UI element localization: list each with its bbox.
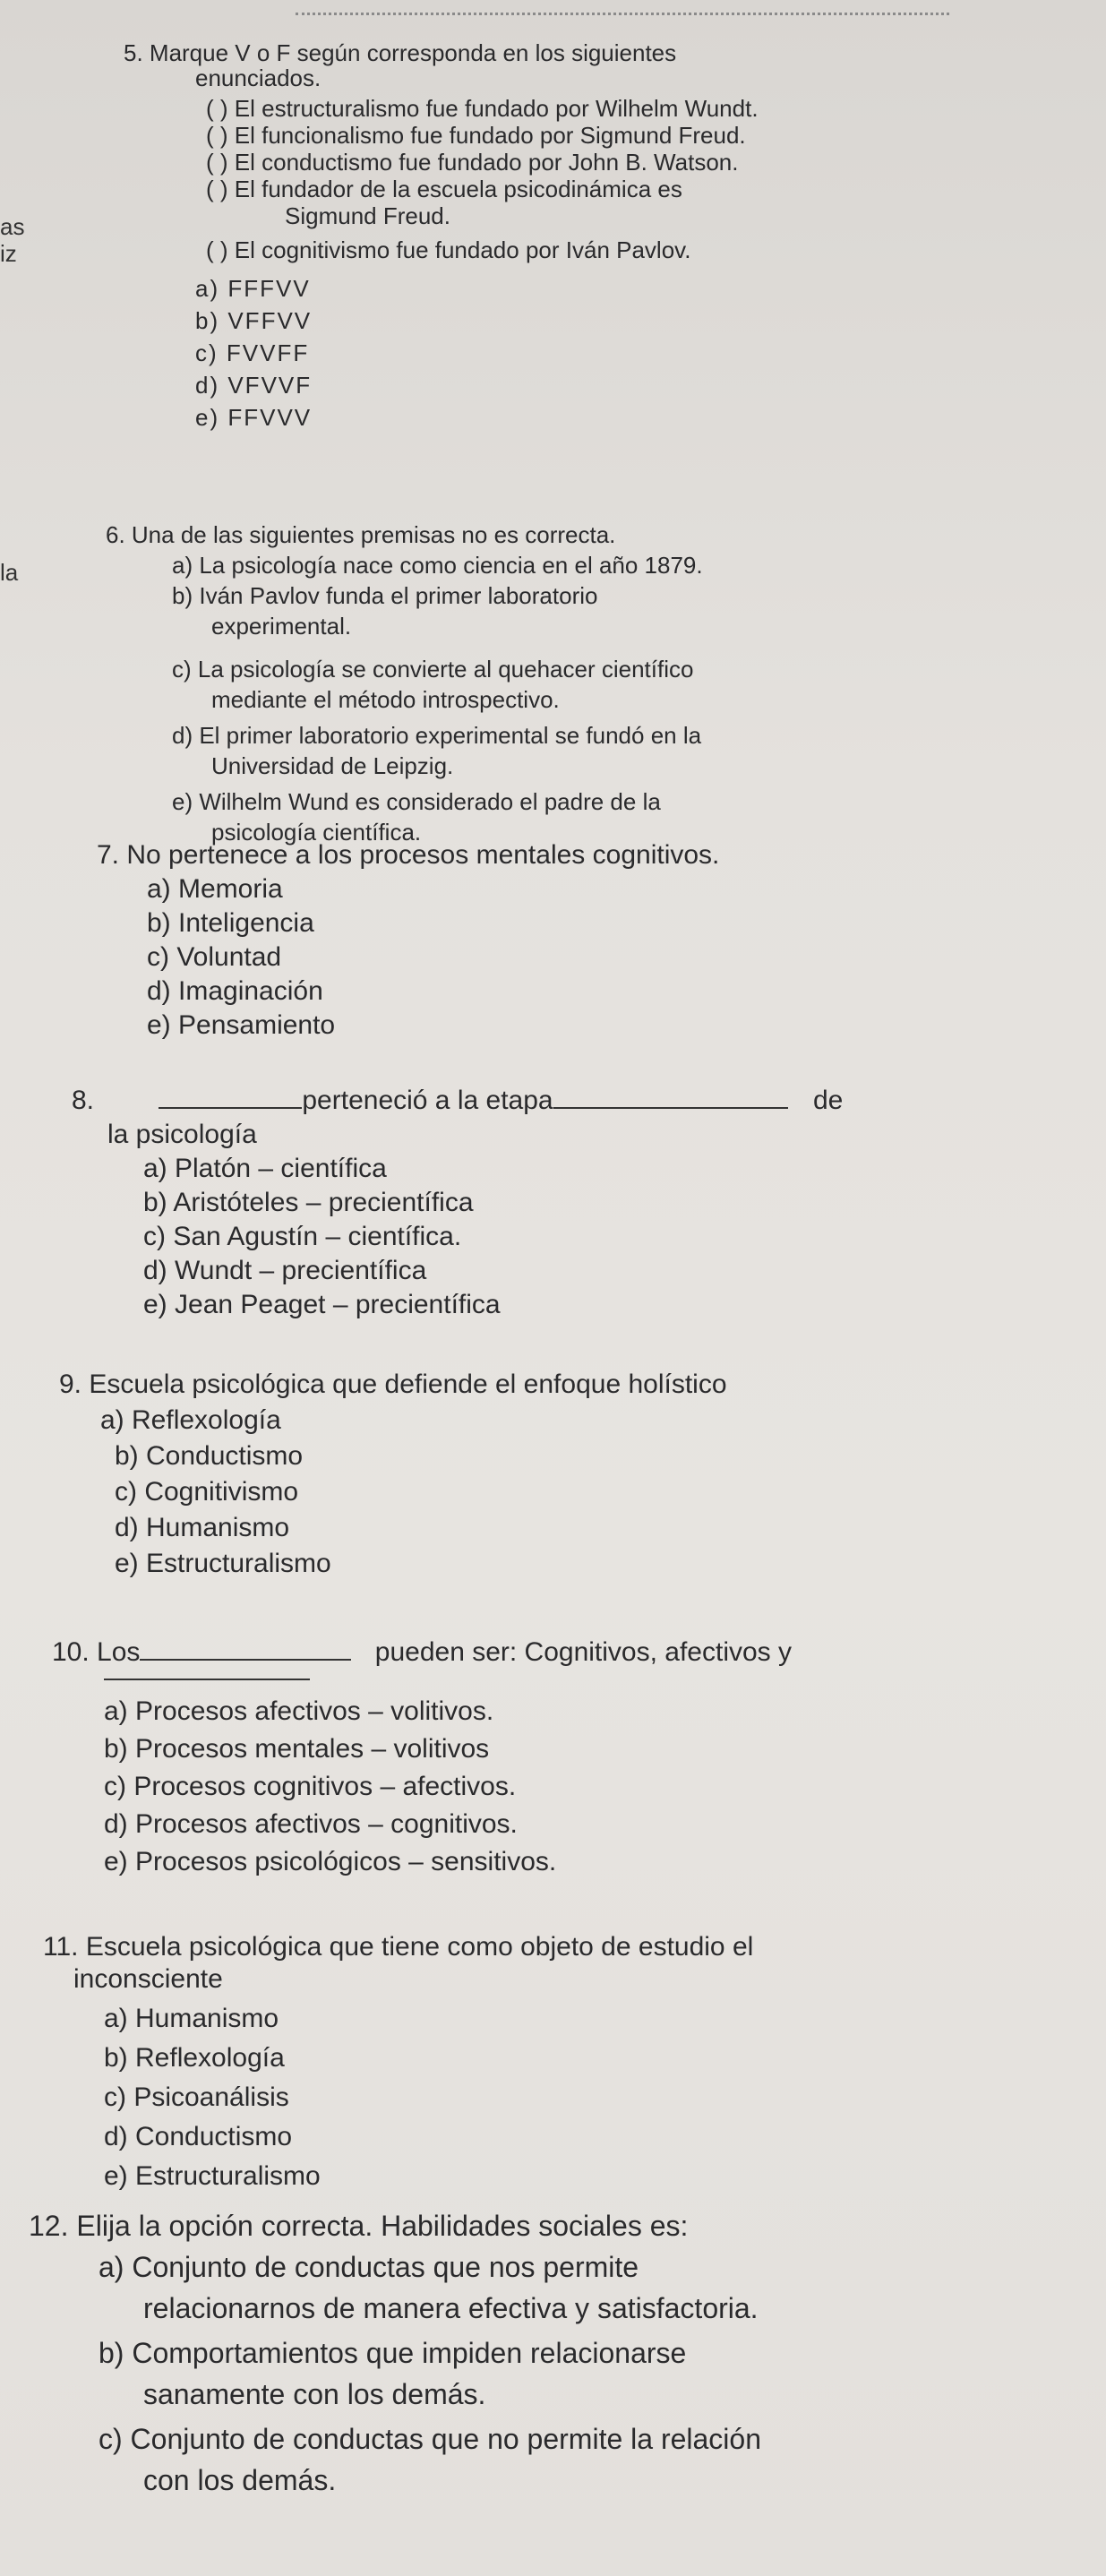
- option: c) FVVFF: [195, 339, 310, 366]
- question-12: [29, 2205, 1085, 2501]
- option: b) Iván Pavlov funda el primer laboratorio: [172, 582, 598, 609]
- question-5: [124, 38, 947, 434]
- option: d) Imaginación: [147, 976, 323, 1006]
- question-9: [59, 1367, 1026, 1582]
- question-6: [106, 519, 992, 847]
- option: a) Conjunto de conductas que nos permite: [99, 2251, 639, 2283]
- option: e) Jean Peaget – precientífica: [143, 1290, 501, 1319]
- question-8-number: 8.: [72, 1086, 95, 1115]
- option: c) Psicoanálisis: [104, 2082, 289, 2112]
- margin-fragment: iz: [0, 240, 17, 267]
- question-8: [72, 1084, 1012, 1322]
- question-10-text: 10. Los: [52, 1637, 141, 1667]
- option-continued: relacionarnos de manera efectiva y satisfactoria.: [143, 2292, 759, 2324]
- option: d) Humanismo: [115, 1513, 290, 1542]
- question-8-text: la psicología: [107, 1120, 257, 1149]
- option: a) La psicología nace como ciencia en el año 1879.: [172, 552, 703, 579]
- option-continued: sanamente con los demás.: [143, 2378, 486, 2410]
- option: e) Wilhelm Wund es considerado el padre de la: [172, 788, 661, 815]
- question-5-title: enunciados.: [195, 64, 322, 91]
- option: a) Platón – científica: [143, 1154, 387, 1183]
- option-continued: Universidad de Leipzig.: [211, 752, 454, 779]
- statement: ( ) El funcionalismo fue fundado por Sigmund Freud.: [206, 122, 746, 149]
- question-11-title: 11. Escuela psicológica que tiene como objeto de estudio el: [43, 1932, 754, 1962]
- option: b) Procesos mentales – volitivos: [104, 1734, 490, 1764]
- statement: ( ) El estructuralismo fue fundado por Wilhelm Wundt.: [206, 95, 759, 122]
- option: a) Humanismo: [104, 2004, 279, 2033]
- margin-fragment: as: [0, 213, 25, 240]
- question-11-title: inconsciente: [73, 1964, 223, 1994]
- top-dotted-line: [296, 13, 949, 15]
- option: e) Procesos psicológicos – sensitivos.: [104, 1847, 557, 1876]
- option: c) Procesos cognitivos – afectivos.: [104, 1772, 517, 1801]
- statement: Sigmund Freud.: [285, 202, 450, 229]
- statement: ( ) El fundador de la escuela psicodinámica es: [206, 176, 682, 202]
- option: a) Reflexología: [100, 1405, 281, 1435]
- option-continued: con los demás.: [143, 2464, 337, 2496]
- question-11: [43, 1928, 1073, 2196]
- question-10-text: pueden ser: Cognitivos, afectivos y: [374, 1637, 793, 1667]
- statement: ( ) El conductismo fue fundado por John B. Watson.: [206, 149, 739, 176]
- option: c) Cognitivismo: [115, 1477, 299, 1507]
- option: e) Estructuralismo: [104, 2161, 321, 2191]
- option: b) Conductismo: [115, 1441, 304, 1471]
- question-5-title: 5. Marque V o F según corresponda en los siguientes: [124, 39, 677, 66]
- option: a) FFFVV: [195, 275, 311, 302]
- option: c) Voluntad: [147, 942, 282, 972]
- option: d) Wundt – precientífica: [143, 1256, 427, 1285]
- option: c) Conjunto de conductas que no permite la relación: [99, 2423, 761, 2455]
- answer-blank: [140, 1637, 351, 1661]
- question-7-title: 7. No pertenece a los procesos mentales cognitivos.: [97, 840, 720, 870]
- option: c) La psicología se convierte al quehacer científico: [172, 656, 694, 683]
- option: d) Conductismo: [104, 2122, 293, 2151]
- question-10: [52, 1634, 1037, 1881]
- option: d) El primer laboratorio experimental se fundó en la: [172, 722, 702, 749]
- option: b) Reflexología: [104, 2043, 285, 2073]
- option: b) Aristóteles – precientífica: [143, 1188, 474, 1217]
- option: b) Comportamientos que impiden relacionarse: [99, 2337, 687, 2369]
- option: d) VFVVF: [195, 372, 313, 399]
- option-continued: mediante el método introspectivo.: [211, 686, 560, 713]
- option: a) Memoria: [147, 874, 283, 904]
- answer-blank: [104, 1671, 310, 1680]
- option-continued: psicología científica.: [211, 819, 422, 846]
- option: a) Procesos afectivos – volitivos.: [104, 1696, 494, 1726]
- question-12-title: 12. Elija la opción correcta. Habilidades sociales es:: [29, 2210, 689, 2242]
- answer-blank: [159, 1086, 302, 1109]
- option: b) VFFVV: [195, 307, 313, 334]
- option: e) Pensamiento: [147, 1010, 336, 1040]
- question-6-title: 6. Una de las siguientes premisas no es correcta.: [106, 521, 616, 548]
- margin-fragment: la: [0, 559, 19, 586]
- option: b) Inteligencia: [147, 908, 314, 938]
- question-9-title: 9. Escuela psicológica que defiende el enfoque holístico: [59, 1370, 727, 1399]
- option: d) Procesos afectivos – cognitivos.: [104, 1809, 518, 1839]
- statement: ( ) El cognitivismo fue fundado por Iván Pavlov.: [206, 236, 691, 263]
- question-8-text: de: [812, 1086, 844, 1115]
- option: e) FFVVV: [195, 404, 313, 431]
- question-8-text: perteneció a la etapa: [302, 1086, 553, 1115]
- answer-blank: [553, 1086, 788, 1109]
- option: e) Estructuralismo: [115, 1549, 331, 1578]
- option-continued: experimental.: [211, 613, 352, 640]
- question-7: [97, 838, 992, 1043]
- option: c) San Agustín – científica.: [143, 1222, 462, 1251]
